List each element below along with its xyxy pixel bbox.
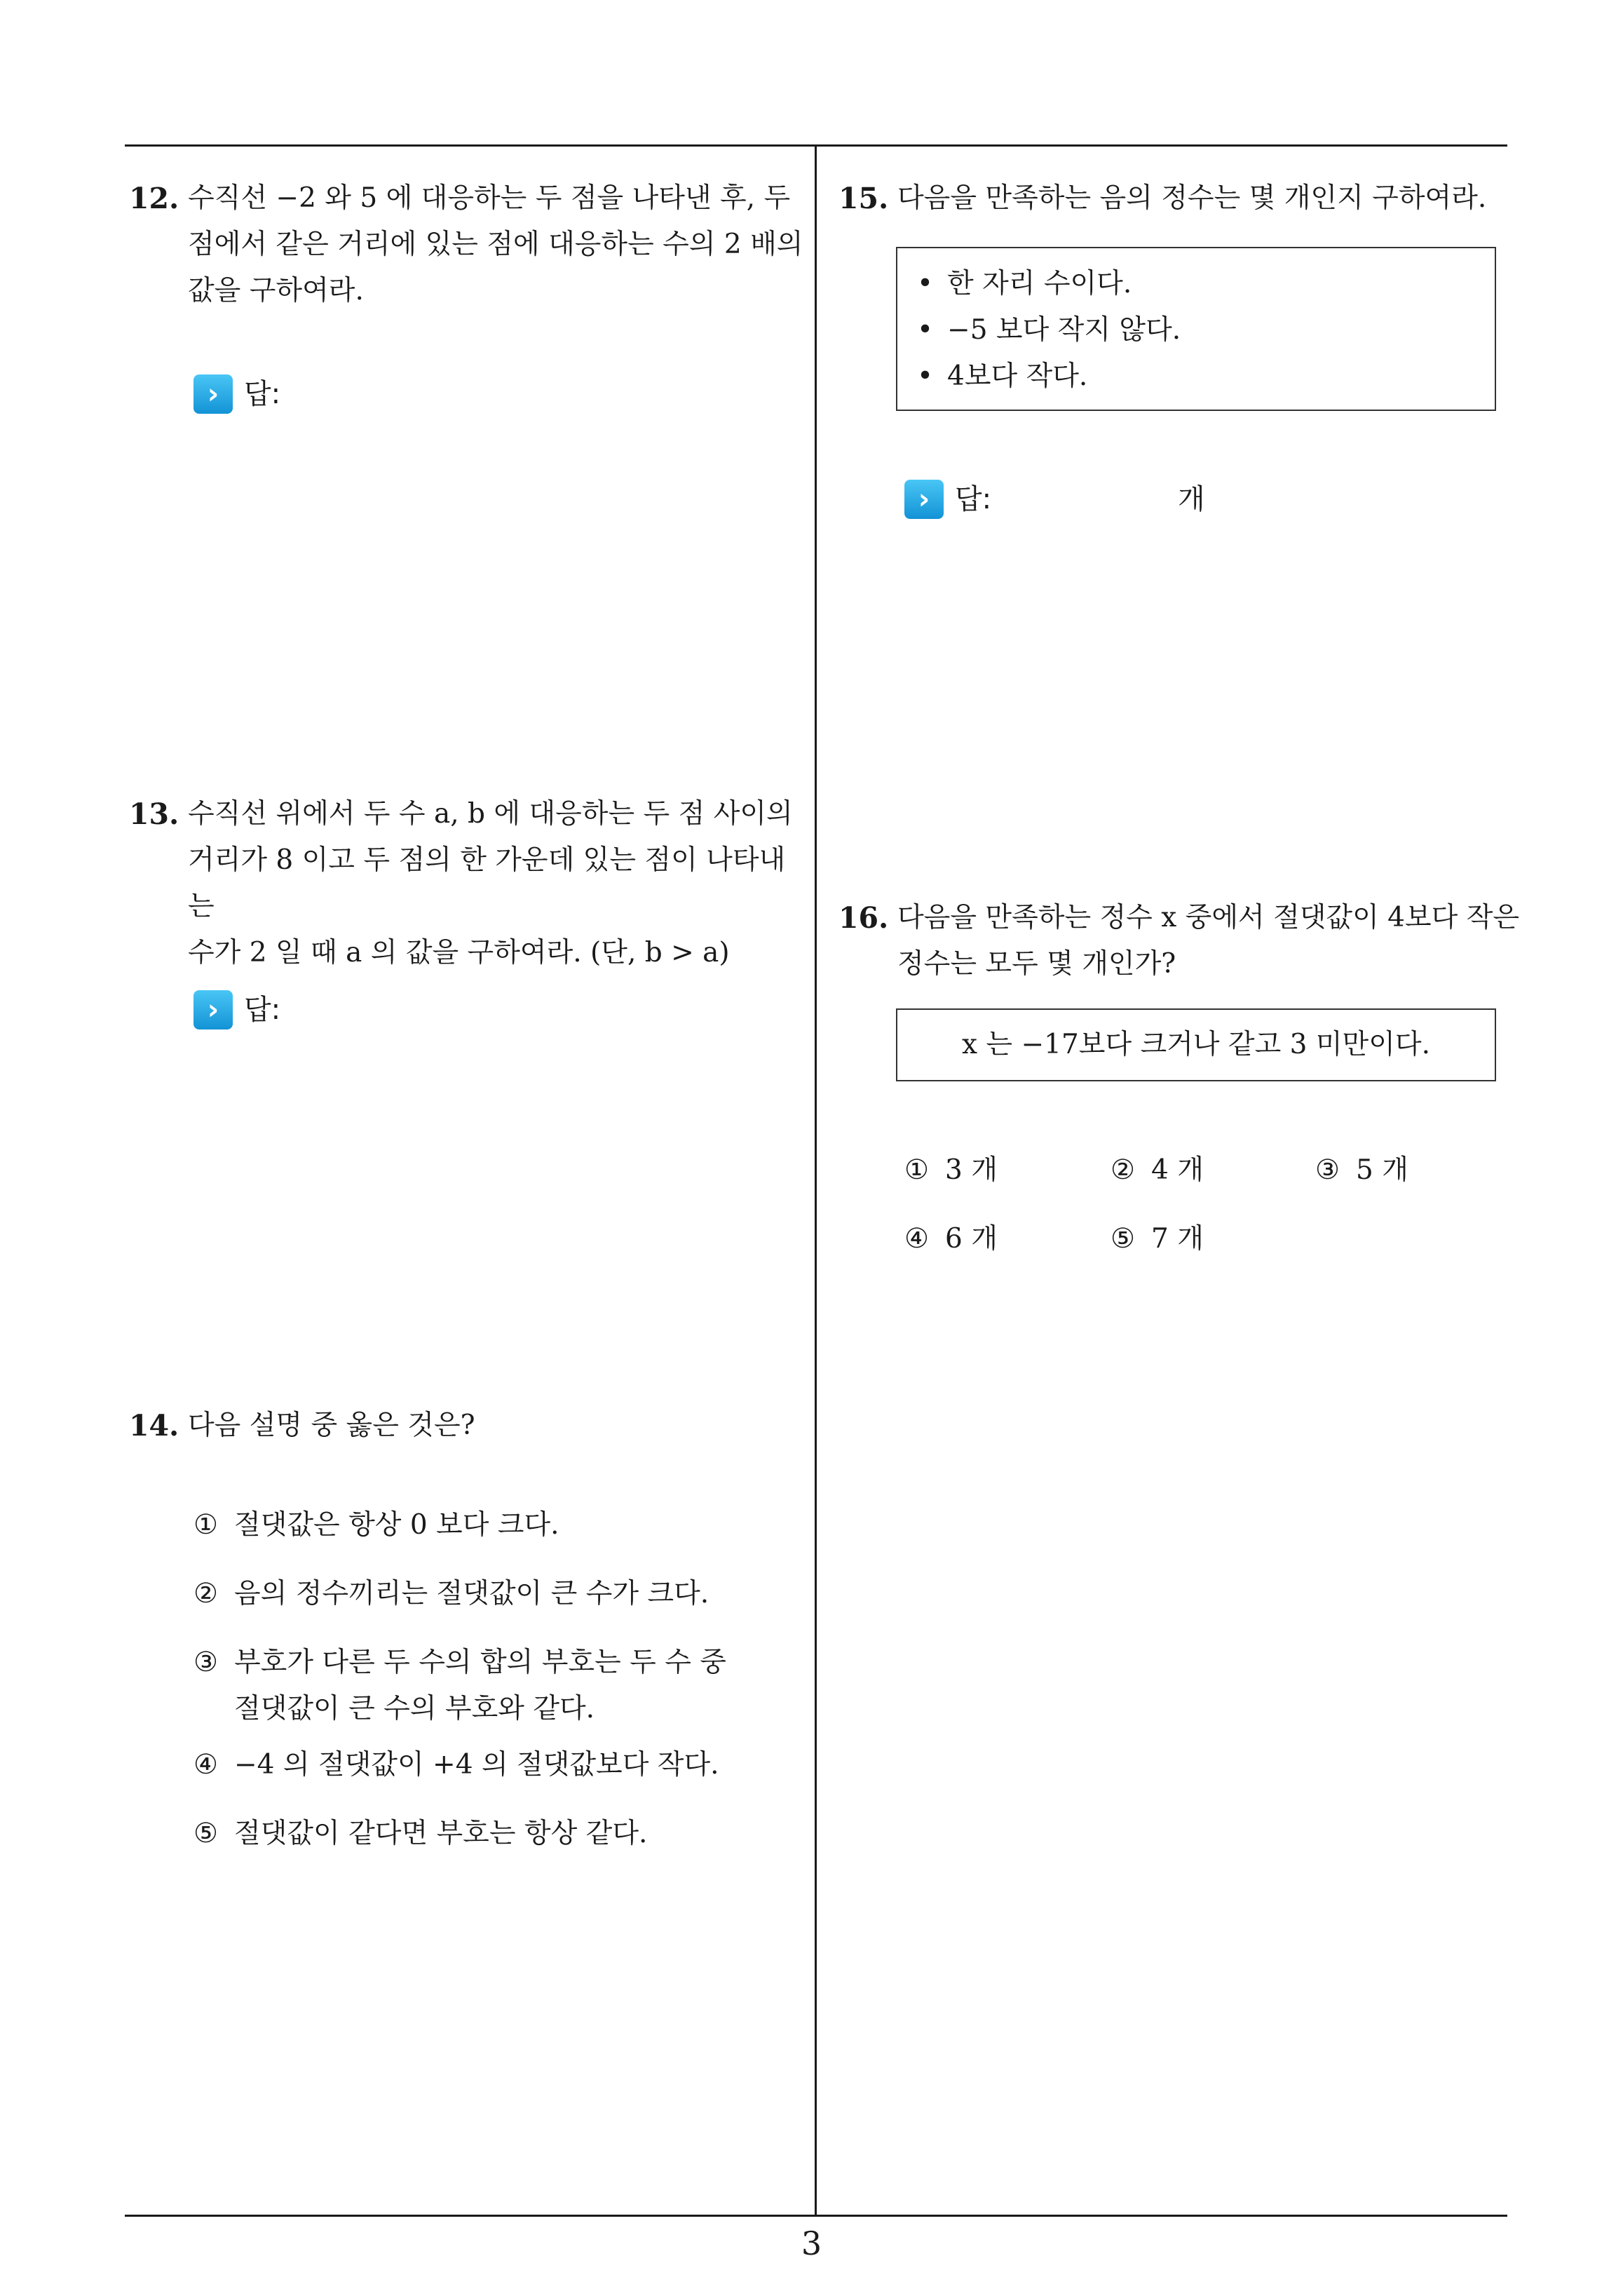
question-14-number: 14. bbox=[129, 1409, 179, 1443]
choice-text: 음의 정수끼리는 절댓값이 큰 수가 크다. bbox=[234, 1578, 709, 1609]
answer-label: 답: bbox=[244, 378, 281, 410]
choice-mark: ③ bbox=[193, 1647, 218, 1678]
choice-text-continued: 절댓값이 큰 수의 부호와 같다. bbox=[234, 1693, 595, 1724]
question-13 bbox=[129, 791, 809, 976]
question-16-choice-2[interactable] bbox=[1111, 1147, 1204, 1194]
question-15-text bbox=[897, 175, 1533, 222]
question-12-text bbox=[188, 175, 809, 314]
condition-item: • −5 보다 작지 않다. bbox=[917, 307, 1495, 353]
choice-mark: ⑤ bbox=[1111, 1223, 1135, 1255]
choice-mark: ③ bbox=[1315, 1154, 1340, 1186]
choice-mark: ① bbox=[904, 1154, 929, 1186]
question-16-condition-box bbox=[896, 1008, 1496, 1081]
choice-text: 절댓값은 항상 0 보다 크다. bbox=[234, 1509, 559, 1541]
choice-text: 절댓값이 같다면 부호는 항상 같다. bbox=[234, 1818, 648, 1849]
question-13-line: 수가 2 일 때 a 의 값을 구하여라. (단, b > a) bbox=[188, 937, 730, 968]
chevron-right-icon: › bbox=[904, 480, 944, 519]
question-14-text bbox=[188, 1403, 809, 1449]
choice-mark: ② bbox=[193, 1578, 218, 1609]
question-15-conditions-box bbox=[896, 247, 1496, 411]
condition-item: • 한 자리 수이다. bbox=[917, 261, 1495, 307]
condition-item: • 4보다 작다. bbox=[917, 353, 1495, 400]
answer-unit: 개 bbox=[1178, 483, 1205, 515]
page-number: 3 bbox=[801, 2224, 822, 2262]
question-14 bbox=[129, 1403, 809, 1449]
question-14-choice-3[interactable] bbox=[193, 1640, 726, 1732]
question-16-choice-3[interactable] bbox=[1315, 1147, 1408, 1194]
choice-mark: ④ bbox=[193, 1749, 218, 1781]
chevron-right-icon: › bbox=[193, 990, 233, 1029]
question-12-line: 값을 구하여라. bbox=[188, 275, 364, 306]
chevron-right-icon: › bbox=[193, 374, 233, 414]
question-12-line: 점에서 같은 거리에 있는 점에 대응하는 수의 2 배의 bbox=[188, 229, 803, 260]
condition-text: x 는 −17보다 크거나 같고 3 미만이다. bbox=[962, 1029, 1430, 1060]
question-16-choice-5[interactable] bbox=[1111, 1216, 1204, 1262]
question-16-number: 16. bbox=[838, 901, 889, 935]
choice-mark: ④ bbox=[904, 1223, 929, 1255]
question-14-choice-4[interactable] bbox=[193, 1742, 719, 1788]
question-15-number: 15. bbox=[838, 182, 889, 215]
choice-text: 6 개 bbox=[945, 1223, 998, 1255]
question-16-choice-1[interactable] bbox=[904, 1147, 998, 1194]
question-12-number: 12. bbox=[129, 182, 179, 215]
question-14-line: 다음 설명 중 옳은 것은? bbox=[188, 1410, 475, 1441]
choice-text: 5 개 bbox=[1356, 1154, 1408, 1186]
question-12-line: 수직선 −2 와 5 에 대응하는 두 점을 나타낸 후, 두 bbox=[188, 182, 791, 214]
answer-label: 답: bbox=[955, 483, 992, 515]
choice-text: 3 개 bbox=[945, 1154, 998, 1186]
question-16 bbox=[838, 895, 1540, 987]
question-15 bbox=[838, 175, 1533, 222]
question-14-choice-5[interactable] bbox=[193, 1811, 647, 1857]
bottom-rule bbox=[125, 2215, 1507, 2217]
question-12-answer[interactable] bbox=[193, 373, 280, 415]
question-16-line: 다음을 만족하는 정수 x 중에서 절댓값이 4보다 작은 bbox=[897, 902, 1520, 933]
question-14-choice-1[interactable] bbox=[193, 1502, 559, 1548]
question-15-answer[interactable] bbox=[904, 478, 1255, 520]
column-divider bbox=[815, 146, 817, 2215]
question-13-answer[interactable] bbox=[193, 989, 280, 1031]
question-13-line: 거리가 8 이고 두 점의 한 가운데 있는 점이 나타내는 bbox=[188, 844, 786, 922]
question-15-line: 다음을 만족하는 음의 정수는 몇 개인지 구하여라. bbox=[897, 182, 1487, 214]
question-13-line: 수직선 위에서 두 수 a, b 에 대응하는 두 점 사이의 bbox=[188, 798, 793, 830]
choice-mark: ⑤ bbox=[193, 1818, 218, 1849]
choice-text: −4 의 절댓값이 +4 의 절댓값보다 작다. bbox=[234, 1749, 719, 1781]
question-13-text bbox=[188, 791, 809, 976]
choice-text: 부호가 다른 두 수의 합의 부호는 두 수 중 bbox=[234, 1647, 726, 1678]
choice-mark: ① bbox=[193, 1509, 218, 1541]
choice-text: 4 개 bbox=[1151, 1154, 1204, 1186]
question-16-line: 정수는 모두 몇 개인가? bbox=[897, 948, 1176, 980]
choice-text: 7 개 bbox=[1151, 1223, 1204, 1255]
question-14-choice-2[interactable] bbox=[193, 1571, 709, 1617]
question-16-text bbox=[897, 895, 1540, 987]
question-13-number: 13. bbox=[129, 797, 179, 831]
question-12 bbox=[129, 175, 809, 314]
question-16-choice-4[interactable] bbox=[904, 1216, 998, 1262]
choice-mark: ② bbox=[1111, 1154, 1135, 1186]
condition-list bbox=[897, 248, 1495, 400]
answer-label: 답: bbox=[244, 994, 281, 1026]
